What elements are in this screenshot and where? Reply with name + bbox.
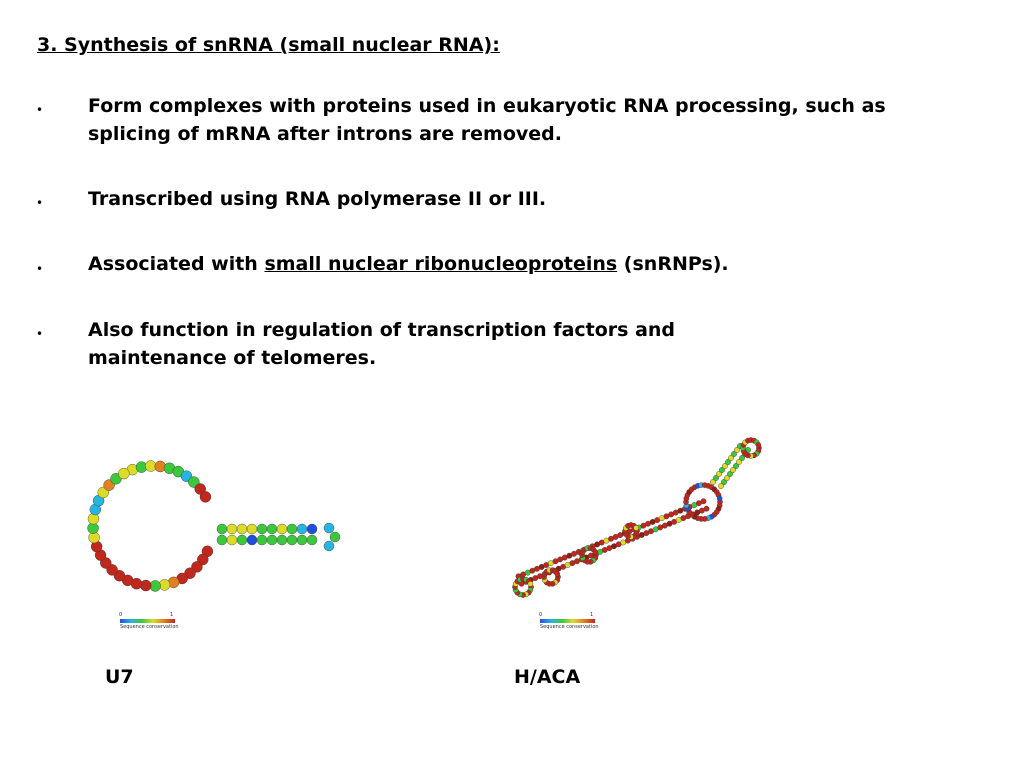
nucleotide: [118, 468, 129, 479]
haca-legend-gradient: [540, 619, 595, 623]
nucleotide: [277, 524, 287, 534]
slide-title: 3. Synthesis of snRNA (small nuclear RNA):: [37, 34, 500, 56]
u7-legend-label: Sequence conservation: [120, 624, 179, 630]
nucleotide: [227, 524, 237, 534]
u7-stem-nucleotides: [217, 523, 340, 551]
nucleotide: [297, 524, 307, 534]
nucleotide: [247, 535, 257, 545]
haca-nucleotides: [512, 437, 761, 597]
haca-legend-max: 1: [590, 612, 594, 618]
bullet-text-2: Transcribed using RNA polymerase II or III.: [88, 188, 547, 210]
bullet-marker: •: [36, 196, 44, 210]
bullet-text-3: [88, 250, 729, 278]
bullet-text-1: Form complexes with proteins used in eukaryotic RNA processing, such as splicing of mRNA after introns are removed.: [88, 95, 886, 145]
nucleotide: [717, 496, 722, 501]
nucleotide: [704, 506, 709, 511]
nucleotide: [227, 535, 237, 545]
bullet-marker: •: [36, 327, 44, 341]
nucleotide: [287, 535, 297, 545]
nucleotide: [307, 535, 317, 545]
u7-structure-diagram: [85, 448, 365, 598]
u7-loop-nucleotides: [88, 461, 213, 592]
nucleotide: [247, 524, 257, 534]
bullet-text-4: Also function in regulation of transcription factors and maintenance of telomeres.: [88, 319, 676, 369]
haca-legend-label: Sequence conservation: [540, 624, 599, 630]
nucleotide: [324, 541, 334, 551]
haca-legend-min: 0: [539, 612, 543, 618]
nucleotide: [267, 524, 277, 534]
nucleotide: [555, 571, 560, 576]
nucleotide: [257, 524, 267, 534]
nucleotide: [701, 499, 706, 504]
nucleotide: [634, 525, 639, 530]
nucleotide: [297, 535, 307, 545]
nucleotide: [330, 532, 340, 542]
nucleotide: [267, 535, 277, 545]
bullet-text-3-before: Associated with: [88, 253, 265, 275]
nucleotide: [237, 535, 247, 545]
nucleotide: [257, 535, 267, 545]
u7-legend-max: 1: [170, 612, 174, 618]
nucleotide: [217, 524, 227, 534]
haca-caption: H/ACA: [514, 666, 581, 688]
nucleotide: [200, 491, 211, 502]
snrnp-link[interactable]: small nuclear ribonucleoproteins: [264, 253, 618, 275]
nucleotide: [528, 581, 533, 586]
nucleotide: [324, 523, 334, 533]
nucleotide: [237, 524, 247, 534]
nucleotide: [287, 524, 297, 534]
nucleotide: [217, 535, 227, 545]
nucleotide: [756, 442, 761, 447]
nucleotide: [277, 535, 287, 545]
u7-legend-gradient: [120, 619, 175, 623]
haca-structure-diagram: [505, 430, 775, 610]
u7-legend-min: 0: [119, 612, 123, 618]
nucleotide: [593, 549, 598, 554]
nucleotide: [307, 524, 317, 534]
bullet-text-3-after: (snRNPs).: [617, 253, 729, 275]
u7-caption: U7: [105, 666, 134, 688]
bullet-marker: •: [36, 103, 44, 117]
bullet-marker: •: [36, 262, 44, 276]
